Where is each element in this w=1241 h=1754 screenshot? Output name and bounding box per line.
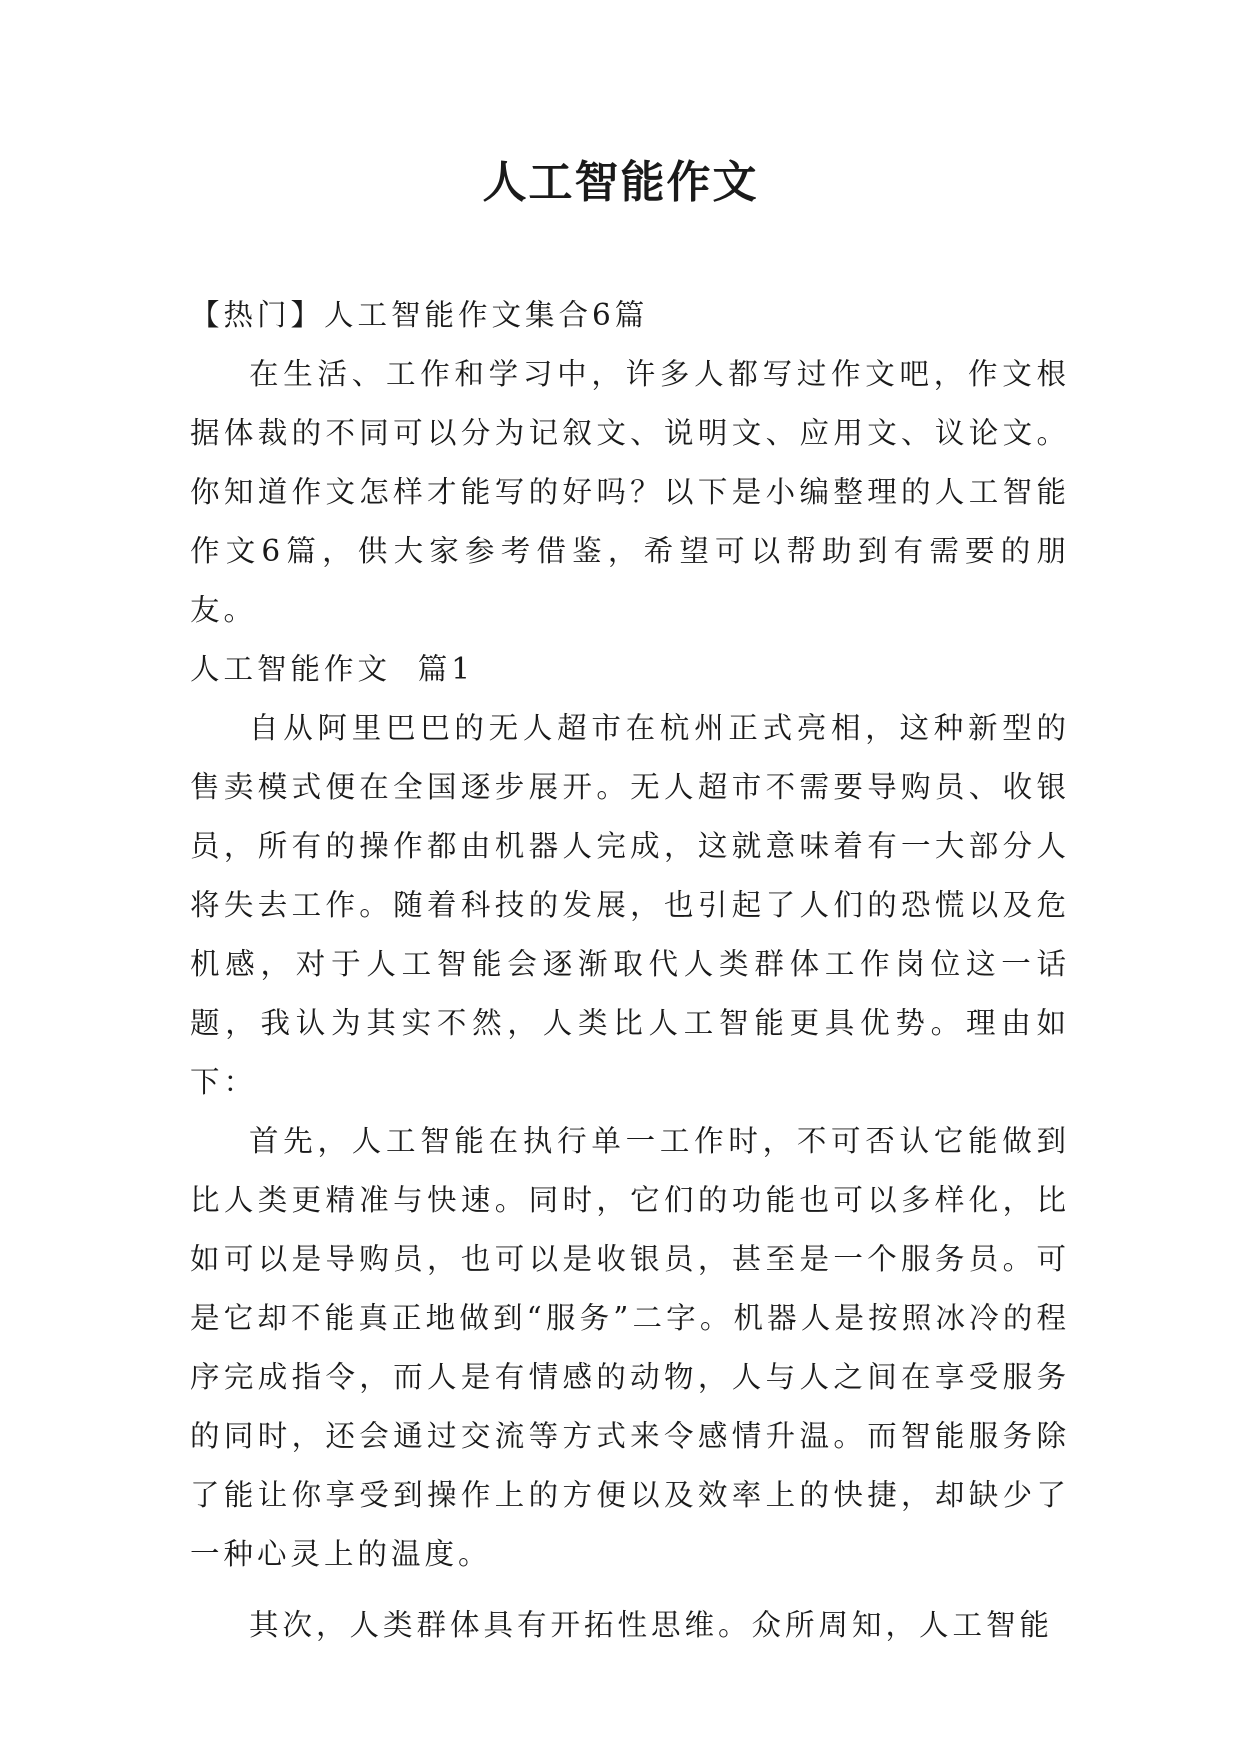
body-paragraph-3: 其次，人类群体具有开拓性思维。众所周知，人工智能 (249, 1608, 1054, 1642)
body-paragraph-2: 首先，人工智能在执行单一工作时，不可否认它能做到比人类更精准与快速。同时，它们的功能也可以多样化，比如可以是导购员，也可以是收银员，甚至是一个服务员。可是它却不能真正地做到“服务”二字。机器人是按照冰冷的程序完成指令，而人是有情感的动物，人与人之间在享受服务的同时，还会通过交流等方式来令感情升温。而智能服务除了能让你享受到操作上的方便以及效率上的快捷，却缺少了一种心灵上的温度。 (190, 1124, 1070, 1571)
body-paragraph-1: 自从阿里巴巴的无人超市在杭州正式亮相，这种新型的售卖模式便在全国逐步展开。无人超市不需要导购员、收银员，所有的操作都由机器人完成，这就意味着有一大部分人将失去工作。随着科技的发展，也引起了人们的恐慌以及危机感，对于人工智能会逐渐取代人类群体工作岗位这一话题，我认为其实不然，人类比人工智能更具优势。理由如下： (190, 711, 1070, 1099)
document-body (190, 286, 1070, 1655)
intro-paragraph: 在生活、工作和学习中，许多人都写过作文吧，作文根据体裁的不同可以分为记叙文、说明文、应用文、议论文。你知道作文怎样才能写的好吗？以下是小编整理的人工智能作文6篇，供大家参考借鉴，希望可以帮助到有需要的朋友。 (190, 357, 1070, 627)
document-title: 人工智能作文 (482, 157, 759, 208)
document-subtitle: 【热门】人工智能作文集合6篇 (190, 298, 649, 332)
section-heading: 人工智能作文 篇1 (190, 652, 475, 686)
